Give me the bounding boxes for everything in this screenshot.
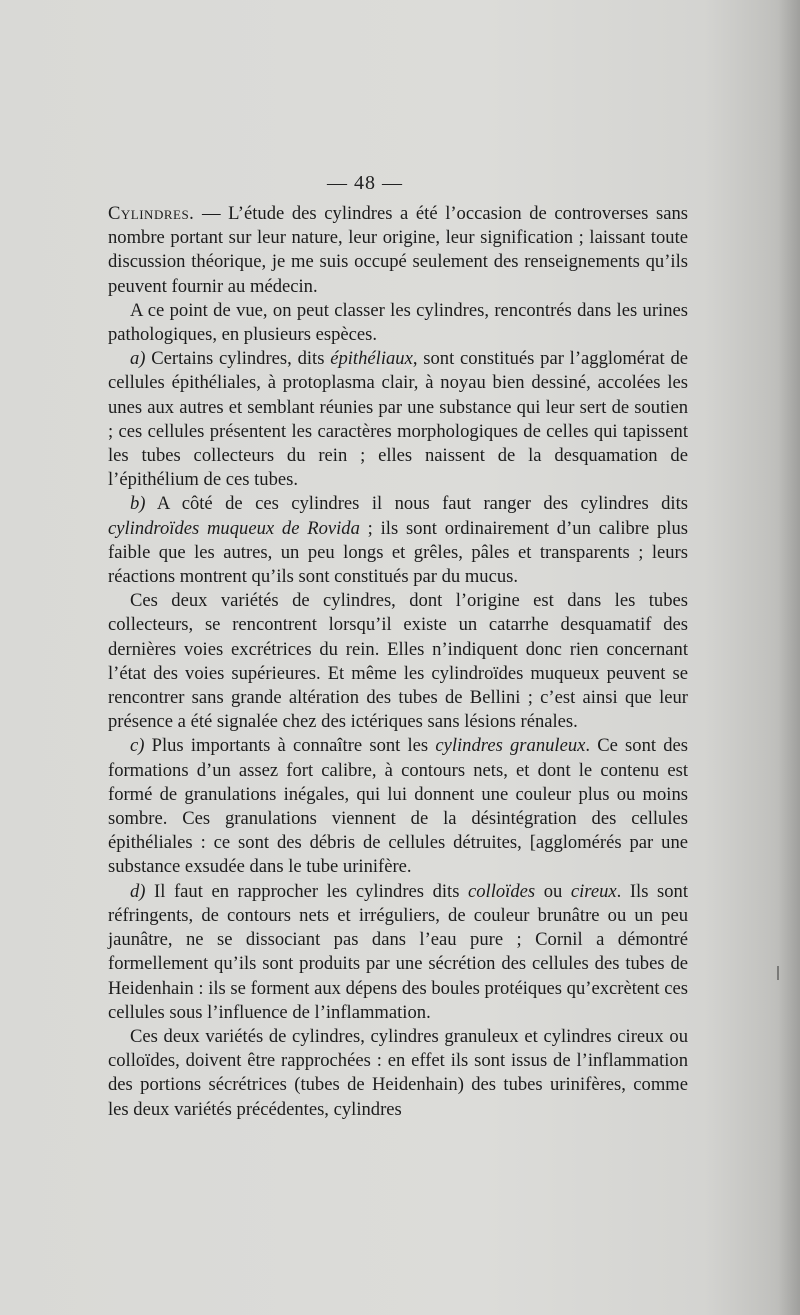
paragraph-varieties bbox=[108, 589, 688, 734]
paragraph-classification bbox=[108, 299, 688, 347]
paragraph-text: ; ils sont ordinairement d’un calibre plus faible que les autres, un peu longs et grêles, pâles et transparents ; leurs réactions montrent qu’ils sont constitués par du mucus. bbox=[108, 517, 688, 588]
paragraph-text: Plus importants à connaître sont les bbox=[144, 735, 436, 757]
paragraph-text: . Ils sont réfringents, de contours nets et irréguliers, de couleur brunâtre ou un peu jaunâtre, ne se dissociant pas dans l’eau pure ; Cornil a démontré formellement qu’ils sont produits par une sécrétion des cellules des tubes de Heidenhain : ils se forment aux dépens des boules protéiques qu’excrètent ces cellules sous l’influence de l’inflammation. bbox=[108, 880, 688, 1023]
body-text bbox=[108, 202, 688, 1122]
paragraph-text: A ce point de vue, on peut classer les cylindres, rencontrés dans les urines pathologiques, en plusieurs espèces. bbox=[108, 299, 688, 346]
section-heading: Cylindres. bbox=[108, 203, 195, 224]
margin-mark bbox=[777, 966, 779, 980]
paragraph-b bbox=[108, 492, 688, 589]
paragraph-conclusion bbox=[108, 1025, 688, 1122]
paragraph-d bbox=[108, 880, 688, 1025]
paragraph-text: Ces deux variétés de cylindres, dont l’origine est dans les tubes collecteurs, se rencontrent lorsqu’il existe un catarrhe desquamatif des dernières voies excrétrices du rein. Elles n’indiquent donc rien concernant l’état des voies supérieures. Et même les cylindroïdes muqueux peuvent se rencontrer sans grande altération des tubes de Bellini ; c’est ainsi que leur présence a été signalée chez des ictériques sans lésions rénales. bbox=[108, 590, 688, 733]
paragraph-text: — L’étude des cylindres a été l’occasion de controverses sans nombre portant sur leur nature, leur origine, leur signification ; laissant toute discussion théorique, je me suis occupé seulement des renseignements qu’ils peuvent fournir au médecin. bbox=[108, 203, 688, 297]
paragraph-text: ou bbox=[535, 880, 571, 902]
paragraph-c bbox=[108, 734, 688, 879]
italic-term: colloïdes bbox=[468, 880, 536, 902]
italic-term: cylindroïdes muqueux de Rovida bbox=[108, 517, 360, 539]
paragraph-text: Certains cylindres, dits bbox=[145, 348, 331, 370]
page-number: — 48 — bbox=[327, 172, 403, 194]
item-label: d) bbox=[130, 880, 146, 902]
page-edge-shadow bbox=[778, 0, 800, 1315]
paragraph-cylindres bbox=[108, 202, 688, 299]
item-label: c) bbox=[130, 735, 145, 757]
item-label: b) bbox=[130, 493, 146, 515]
italic-term: cylindres granuleux bbox=[435, 735, 586, 757]
paragraph-a bbox=[108, 347, 688, 492]
paragraph-text: Ces deux variétés de cylindres, cylindres granuleux et cylindres cireux ou colloïdes, doivent être rapprochées : en effet ils sont issus de l’inflammation des portions sécrétrices (tubes de Heidenhain) des tubes urinifères, comme les deux variétés précédentes, cylindres bbox=[108, 1025, 688, 1120]
italic-term: cireux bbox=[570, 880, 617, 902]
paragraph-text: . Ce sont des formations d’un assez fort calibre, à contours nets, et dont le contenu est formé de granulations inégales, qui lui donnent une couleur plus ou moins sombre. Ces granulations viennent de la désintégration des cellules épithéliales : ce sont des débris de cellules détruites, [agglomérés par une substance exsudée dans le tube urinifère. bbox=[108, 735, 689, 878]
paragraph-text: Il faut en rapprocher les cylindres dits bbox=[145, 880, 468, 902]
item-label: a) bbox=[130, 348, 146, 370]
paragraph-text: , sont constitués par l’agglomérat de cellules épithéliales, à protoplasma clair, à noyau bien dessiné, accolées les unes aux autres et semblant réunies par une substance qui leur sert de soutien ; ces cellules présentent les caractères morphologiques de celles qui tapissent les tubes collecteurs du rein ; elles naissent de la desquamation de l’épithélium de ces tubes. bbox=[108, 348, 688, 491]
italic-term: épithéliaux bbox=[330, 348, 413, 370]
paragraph-text: A côté de ces cylindres il nous faut ranger des cylindres dits bbox=[145, 493, 688, 515]
